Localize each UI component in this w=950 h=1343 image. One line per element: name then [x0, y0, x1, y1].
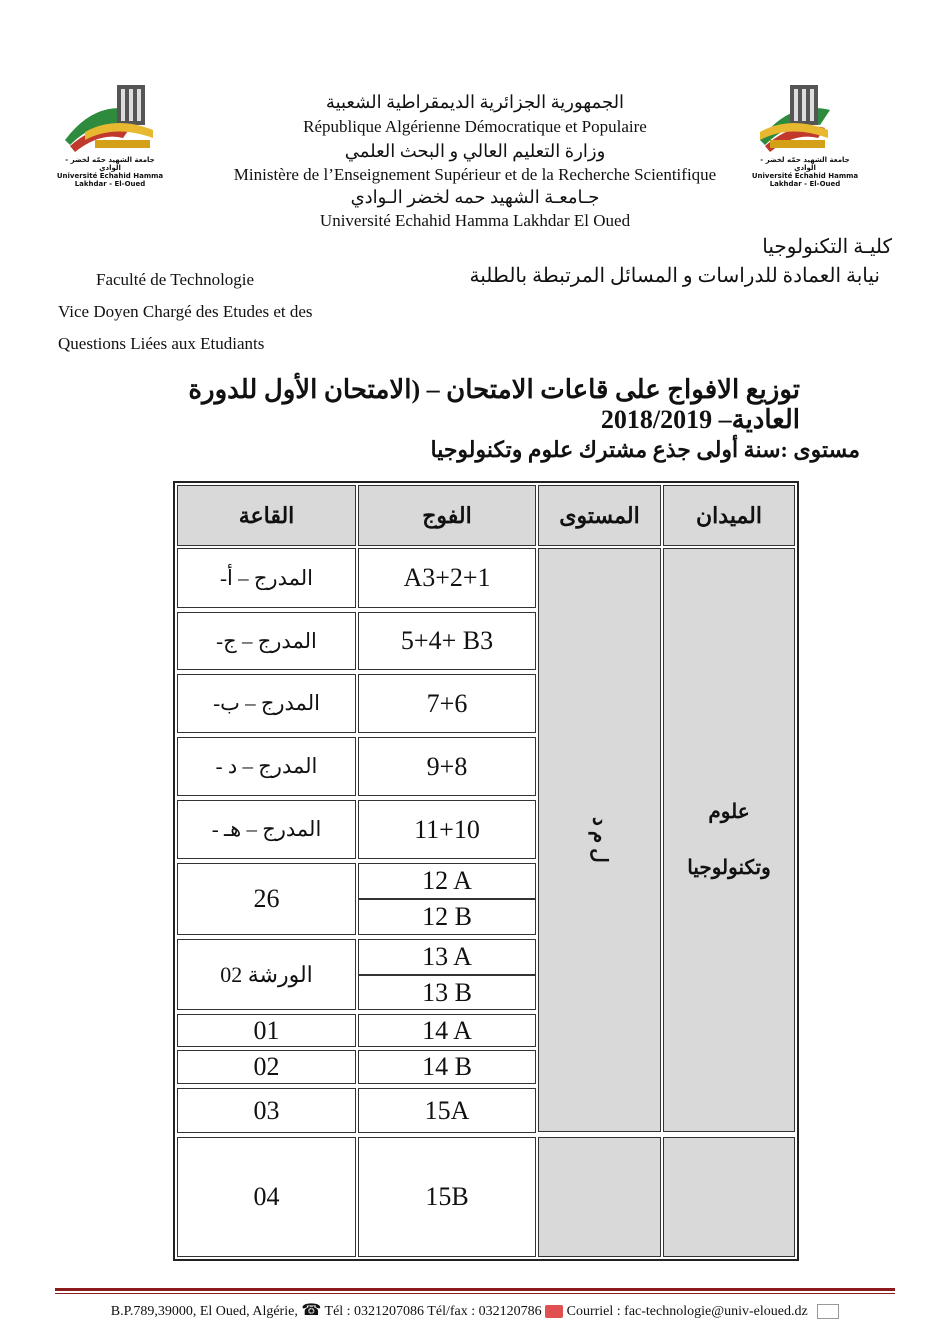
page-title: توزيع الافواج على قاعات الامتحان – (الامتحان الأول للدورة العادية– 2018/2019	[188, 375, 800, 434]
envelope-icon	[817, 1304, 839, 1319]
group-cell: 15A	[358, 1088, 536, 1133]
header-ar-republic: الجمهورية الجزائرية الديمقراطية الشعبية	[325, 92, 625, 112]
faculty-fr: Faculté de Technologie	[96, 270, 255, 289]
group-cell: 12 B	[358, 899, 536, 935]
vice-dean-fr-line1: Vice Doyen Chargé des Etudes et des	[58, 302, 313, 321]
room-cell: المدرج – د -	[177, 737, 356, 796]
header-fr-university: Université Echahid Hamma Lakhdar El Oued	[319, 211, 631, 230]
group-cell: 13 A	[358, 939, 536, 975]
group-cell: 11+10	[358, 800, 536, 859]
domain-cell-blank	[663, 1137, 795, 1257]
header-domain: الميدان	[663, 485, 795, 546]
logo-caption-right: جامعة الشهيد حمّه لخضر - الوادي Université Echahid Hamma Lakhdar - El-Oued	[751, 156, 859, 188]
level-cell	[538, 548, 661, 1132]
footer-divider-thin	[55, 1293, 895, 1294]
footer-tel: Tél : 0321207086 Tél/fax : 032120786	[324, 1304, 542, 1319]
level-cell-blank	[538, 1137, 661, 1257]
header-group: الفوج	[358, 485, 536, 546]
header-ar-university: جـامعـة الشهيد حمه لخضر الـوادي	[350, 187, 600, 207]
phone-icon: ☎	[301, 1302, 322, 1319]
header-ar-ministry: وزارة التعليم العالي و البحث العلمي	[344, 141, 606, 161]
room-cell: المدرج – هـ -	[177, 800, 356, 859]
room-cell: 26	[177, 863, 356, 935]
email-icon	[545, 1305, 563, 1318]
group-cell: 7+6	[358, 674, 536, 733]
room-cell: المدرج – أ-	[177, 548, 356, 608]
group-cell: 14 A	[358, 1014, 536, 1047]
room-cell: 01	[177, 1014, 356, 1047]
group-cell: 5+4+ B3	[358, 612, 536, 670]
logo-caption-left: جامعة الشهيد حمّه لخضر - الوادي Université Echahid Hamma Lakhdar - El-Oued	[56, 156, 164, 188]
group-cell: 15B	[358, 1137, 536, 1257]
domain-cell	[663, 548, 795, 1132]
header-room: القاعة	[177, 485, 356, 546]
room-cell: 02	[177, 1050, 356, 1084]
group-cell: 9+8	[358, 737, 536, 796]
room-cell: 04	[177, 1137, 356, 1257]
header-fr-ministry: Ministère de l’Enseignement Supérieur et de la Recherche Scientifique	[233, 165, 717, 184]
room-cell: 03	[177, 1088, 356, 1133]
domain-value: علوم وتكنولوجيا	[687, 801, 771, 879]
group-cell: A3+2+1	[358, 548, 536, 608]
footer-divider	[55, 1288, 895, 1291]
footer	[0, 1300, 950, 1320]
room-cell: المدرج – ب-	[177, 674, 356, 733]
room-cell: الورشة 02	[177, 939, 356, 1010]
faculty-ar: كليـة التكنولوجيا	[762, 236, 892, 258]
header-fr-republic: République Algérienne Démocratique et Populaire	[303, 117, 647, 136]
group-cell: 13 B	[358, 975, 536, 1010]
room-cell: المدرج – ج-	[177, 612, 356, 670]
vice-dean-ar: نيابة العمادة للدراسات و المسائل المرتبطة بالطلبة	[469, 265, 880, 287]
level-value: ل م د	[588, 817, 611, 863]
group-cell: 12 A	[358, 863, 536, 899]
footer-address: B.P.789,39000, El Oued, Algérie,	[110, 1304, 298, 1319]
group-cell: 14 B	[358, 1050, 536, 1084]
page-subtitle: مستوى :سنة أولى جذع مشترك علوم وتكنولوجيا	[430, 437, 860, 462]
header-level: المستوى	[538, 485, 661, 546]
footer-email: Courriel : fac-technologie@univ-eloued.dz	[566, 1304, 808, 1319]
vice-dean-fr-line2: Questions Liées aux Etudiants	[58, 334, 265, 353]
